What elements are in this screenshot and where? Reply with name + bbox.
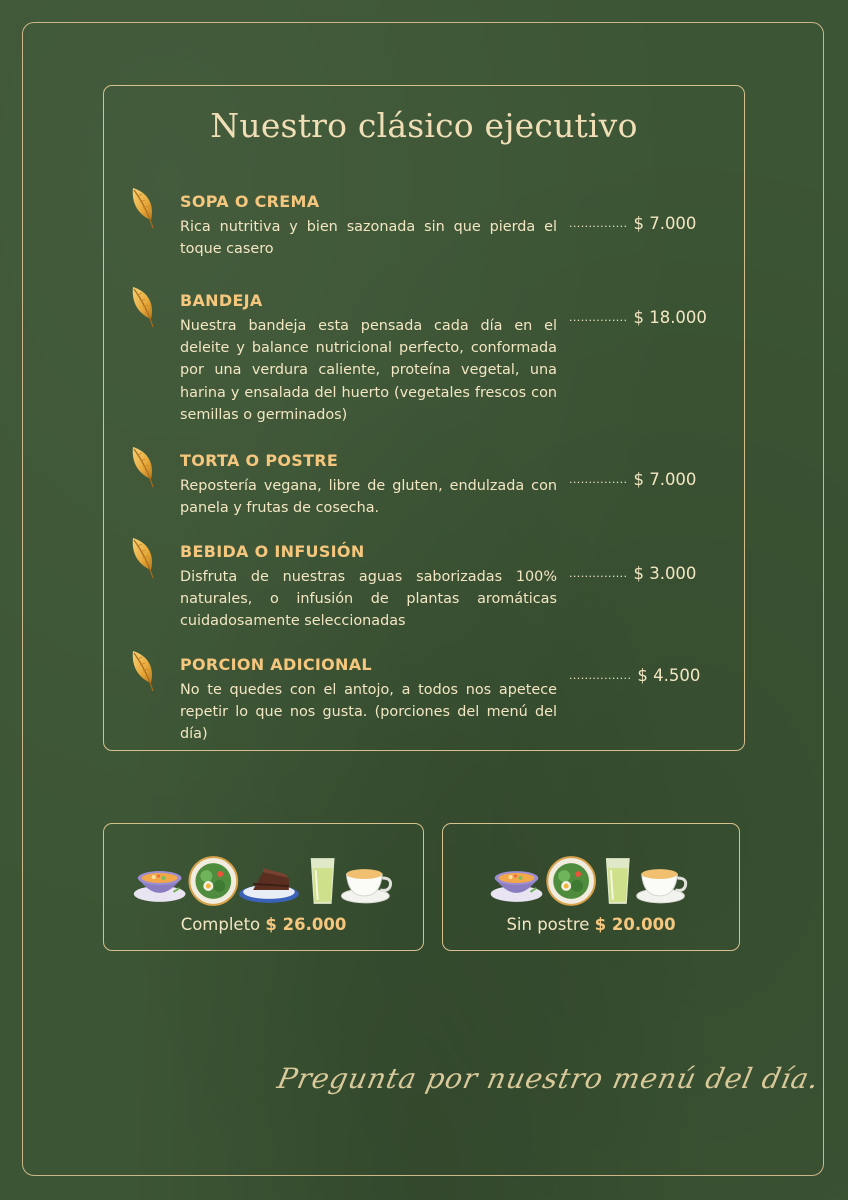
item-description: Nuestra bandeja esta pensada cada día en el deleite y balance nutricional perfecto, conformada por una verdura caliente, proteína vegetal, una harina y ensalada del huerto (vegetales frescos con semillas o germinados)	[180, 318, 557, 423]
cake-slice-icon	[239, 868, 299, 903]
item-name: PORCION ADICIONAL	[180, 655, 372, 674]
combo-sin-postre	[442, 823, 740, 951]
tea-cup-icon	[637, 869, 686, 903]
combo-price: $ 26.000	[265, 915, 347, 934]
item-price	[569, 308, 707, 327]
item-description: Repostería vegana, libre de gluten, endulzada con panela y frutas de cosecha.	[180, 478, 557, 517]
combo-completo	[103, 823, 424, 951]
combo-name: Completo	[180, 915, 261, 934]
item-description: Disfruta de nuestras aguas saborizadas 100% naturales, o infusión de plantas aromáticas cuidadosamente seleccionadas	[180, 569, 557, 630]
price-value: $ 3.000	[633, 564, 697, 583]
leaf-icon	[129, 536, 157, 580]
item-price	[569, 666, 700, 685]
salad-plate-icon	[189, 857, 237, 905]
item-description: No te quedes con el antojo, a todos nos apetece repetir lo que nos gusta. (porciones del menú del día)	[180, 682, 557, 743]
leaf-icon	[129, 649, 157, 693]
price-value: $ 4.500	[637, 666, 701, 685]
price-leader: ................	[569, 669, 632, 682]
item-price	[569, 470, 696, 489]
price-leader: ...............	[569, 217, 628, 230]
item-name: BANDEJA	[180, 291, 263, 310]
price-value: $ 7.000	[633, 470, 697, 489]
soup-bowl-icon	[134, 871, 186, 902]
combo-food-icons	[443, 856, 739, 906]
combo-label	[443, 915, 739, 934]
combo-label	[104, 915, 423, 934]
leaf-icon	[129, 186, 157, 230]
leaf-icon	[129, 285, 157, 329]
item-price	[569, 564, 696, 583]
leaf-icon	[129, 445, 157, 489]
soup-bowl-icon	[491, 871, 543, 902]
juice-glass-icon	[606, 858, 630, 904]
price-leader: ...............	[569, 473, 628, 486]
combo-price: $ 20.000	[594, 915, 676, 934]
combo-food-icons	[104, 856, 423, 906]
item-name: SOPA O CREMA	[180, 192, 320, 211]
combo-name: Sin postre	[506, 915, 590, 934]
price-leader: ...............	[569, 567, 628, 580]
footer-note: Pregunta por nuestro menú del día.	[274, 1062, 823, 1095]
salad-plate-icon	[547, 857, 595, 905]
item-name: TORTA O POSTRE	[180, 451, 339, 470]
juice-glass-icon	[311, 858, 335, 904]
item-description: Rica nutritiva y bien sazonada sin que pierda el toque casero	[180, 219, 557, 258]
tea-cup-icon	[342, 869, 391, 903]
item-name: BEBIDA O INFUSIÓN	[180, 542, 365, 561]
item-price	[569, 214, 696, 233]
price-value: $ 7.000	[633, 214, 697, 233]
price-leader: ...............	[569, 311, 628, 324]
menu-title: Nuestro clásico ejecutivo	[210, 106, 638, 145]
price-value: $ 18.000	[633, 308, 707, 327]
